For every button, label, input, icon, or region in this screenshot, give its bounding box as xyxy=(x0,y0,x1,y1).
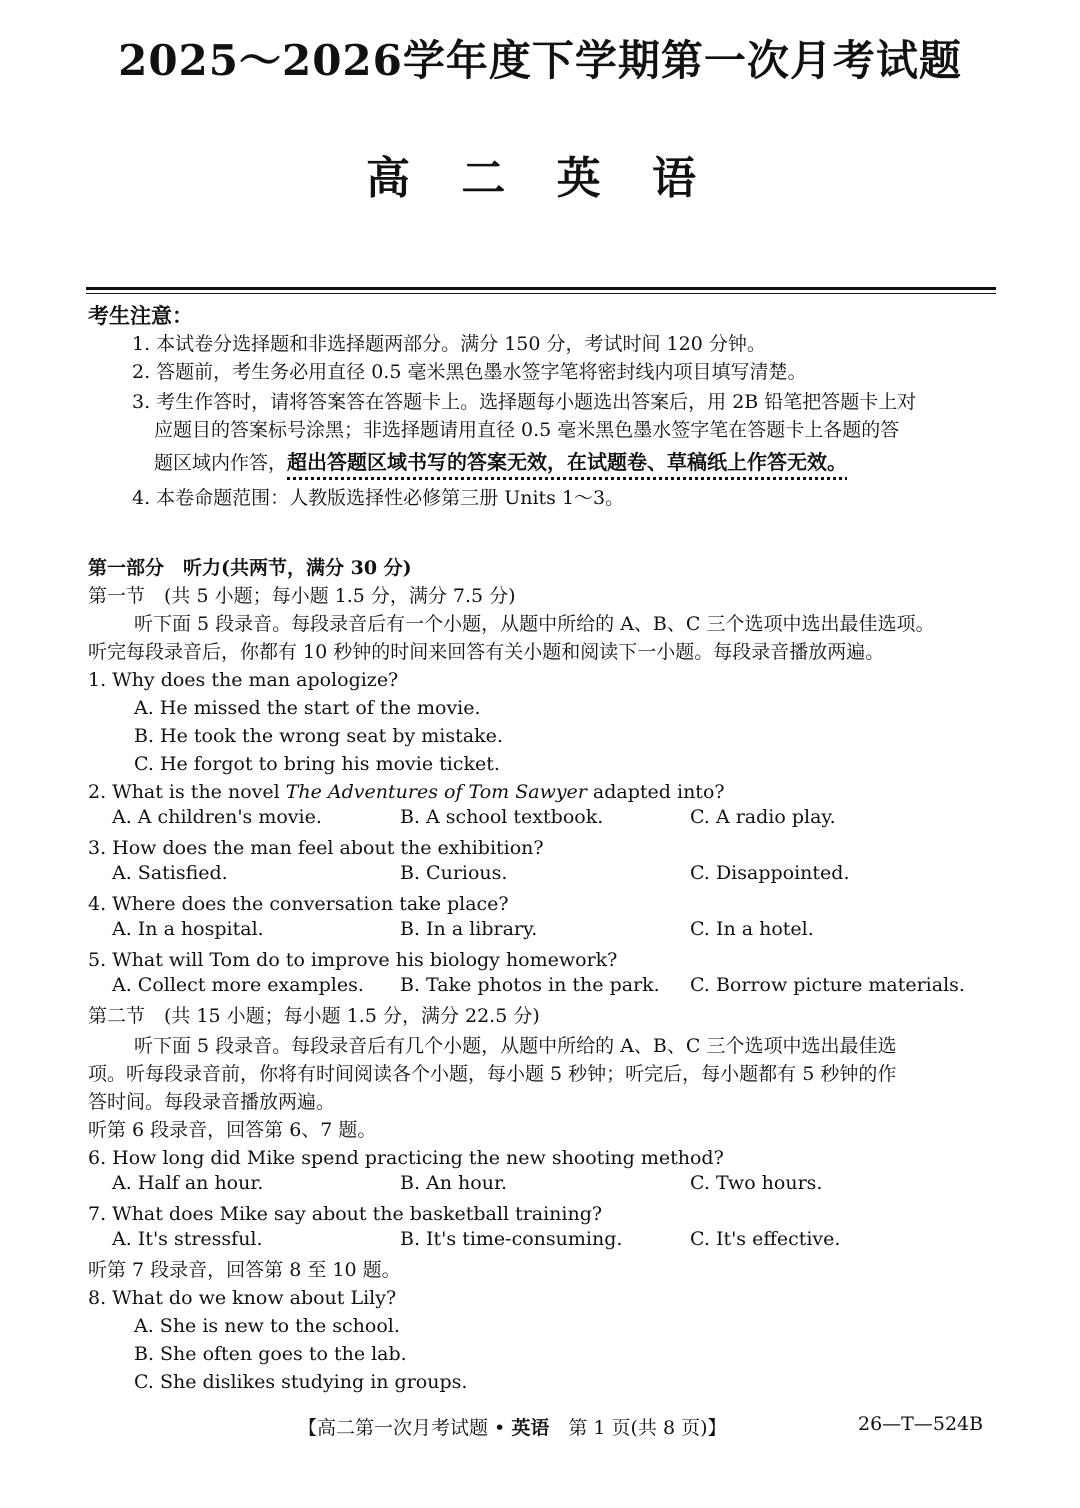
footer-page-number: 第 1 页(共 8 页)】 xyxy=(549,1417,727,1439)
notice-item-2: 2. 答题前，考生务必用直径 0.5 毫米黑色墨水签字笔将密封线内项目填写清楚。 xyxy=(132,361,807,383)
section2-instructions-3: 答时间。每段录音播放两遍。 xyxy=(88,1091,336,1113)
question-1-stem: 1. Why does the man apologize? xyxy=(88,669,399,691)
question-1-option-c: C. He forgot to bring his movie ticket. xyxy=(134,753,500,775)
question-7-stem: 7. What does Mike say about the basketball training? xyxy=(88,1203,603,1225)
notice-heading: 考生注意： xyxy=(88,303,193,328)
question-5-stem: 5. What will Tom do to improve his biology homework? xyxy=(88,949,618,971)
question-5-option-a: A. Collect more examples. xyxy=(112,974,364,996)
question-6-option-c: C. Two hours. xyxy=(690,1172,823,1194)
question-4-stem: 4. Where does the conversation take place? xyxy=(88,893,509,915)
page-footer xyxy=(298,1413,727,1440)
question-3-option-b: B. Curious. xyxy=(400,862,508,884)
novel-title: The Adventures of Tom Sawyer xyxy=(285,781,587,803)
footer-separator: • xyxy=(488,1417,512,1439)
notice-item-3-cont2 xyxy=(132,448,1002,477)
question-2-stem-pre: 2. What is the novel xyxy=(88,781,286,803)
question-8-option-c: C. She dislikes studying in groups. xyxy=(134,1371,468,1393)
notice-item-4: 4. 本卷命题范围：人教版选择性必修第三册 Units 1～3。 xyxy=(132,487,625,509)
audio-7-instruction: 听第 7 段录音，回答第 8 至 10 题。 xyxy=(88,1259,401,1281)
section2-heading: 第二节 (共 15 小题；每小题 1.5 分，满分 22.5 分) xyxy=(88,1005,540,1027)
section2-instructions-2: 项。听每段录音前，你将有时间阅读各个小题，每小题 5 秒钟；听完后，每小题都有 5 秒钟的作 xyxy=(88,1063,897,1085)
question-7-option-c: C. It's effective. xyxy=(690,1228,841,1250)
footer-subject: 英语 xyxy=(511,1417,550,1439)
question-2-option-a: A. A children's movie. xyxy=(112,806,322,828)
question-8-stem: 8. What do we know about Lily? xyxy=(88,1287,397,1309)
footer-code: 26—T—524B xyxy=(858,1413,984,1435)
question-2-option-c: C. A radio play. xyxy=(690,806,836,828)
question-1-option-a: A. He missed the start of the movie. xyxy=(134,697,481,719)
question-6-stem: 6. How long did Mike spend practicing the new shooting method? xyxy=(88,1147,724,1169)
question-2-stem-post: adapted into? xyxy=(586,781,725,803)
divider-thick xyxy=(86,287,996,290)
notice-emphasis: 超出答题区域书写的答案无效，在试题卷、草稿纸上作答无效。 xyxy=(287,450,848,474)
notice-item-3-cont xyxy=(132,416,1002,444)
question-5-option-c: C. Borrow picture materials. xyxy=(690,974,965,996)
footer-exam-name: 【高二第一次月考试题 xyxy=(298,1417,489,1439)
part1-heading: 第一部分 听力(共两节，满分 30 分) xyxy=(88,557,412,579)
section1-instructions-2: 听完每段录音后，你都有 10 秒钟的时间来回答有关小题和阅读下一小题。每段录音播放两遍。 xyxy=(88,641,885,663)
question-4-option-b: B. In a library. xyxy=(400,918,538,940)
question-3-stem: 3. How does the man feel about the exhibition? xyxy=(88,837,544,859)
notice-item-3-line3: 题区域内作答， xyxy=(154,452,288,474)
question-2-stem xyxy=(88,778,1008,806)
question-3-option-c: C. Disappointed. xyxy=(690,862,850,884)
section1-heading: 第一节 (共 5 小题；每小题 1.5 分，满分 7.5 分) xyxy=(88,585,516,607)
question-8-option-b: B. She often goes to the lab. xyxy=(134,1343,407,1365)
notice-item-1: 1. 本试卷分选择题和非选择题两部分。满分 150 分，考试时间 120 分钟。 xyxy=(132,333,766,355)
question-8-option-a: A. She is new to the school. xyxy=(134,1315,400,1337)
notice-item-3-line2: 应题目的答案标号涂黑；非选择题请用直径 0.5 毫米黑色墨水签字笔在答题卡上各题的答 xyxy=(154,419,900,441)
question-4-option-c: C. In a hotel. xyxy=(690,918,814,940)
section2-instructions-1: 听下面 5 段录音。每段录音后有几个小题，从题中所给的 A、B、C 三个选项中选出最佳选 xyxy=(134,1035,897,1057)
question-4-option-a: A. In a hospital. xyxy=(112,918,264,940)
question-2-option-b: B. A school textbook. xyxy=(400,806,604,828)
question-6-option-b: B. An hour. xyxy=(400,1172,507,1194)
section1-instructions-1: 听下面 5 段录音。每段录音后有一个小题，从题中所给的 A、B、C 三个选项中选出最佳选项。 xyxy=(134,613,935,635)
question-7-option-b: B. It's time-consuming. xyxy=(400,1228,623,1250)
question-1-option-b: B. He took the wrong seat by mistake. xyxy=(134,725,503,747)
subject-title: 高 二 英 语 xyxy=(366,153,714,204)
question-6-option-a: A. Half an hour. xyxy=(112,1172,264,1194)
divider-thin xyxy=(86,293,996,294)
exam-title: 2025～2026学年度下学期第一次月考试题 xyxy=(118,36,962,85)
audio-6-instruction: 听第 6 段录音，回答第 6、7 题。 xyxy=(88,1119,377,1141)
notice-item-3: 3. 考生作答时，请将答案答在答题卡上。选择题每小题选出答案后，用 2B 铅笔把答题卡上对 xyxy=(132,391,917,413)
question-5-option-b: B. Take photos in the park. xyxy=(400,974,660,996)
question-7-option-a: A. It's stressful. xyxy=(112,1228,263,1250)
question-3-option-a: A. Satisfied. xyxy=(112,862,228,884)
